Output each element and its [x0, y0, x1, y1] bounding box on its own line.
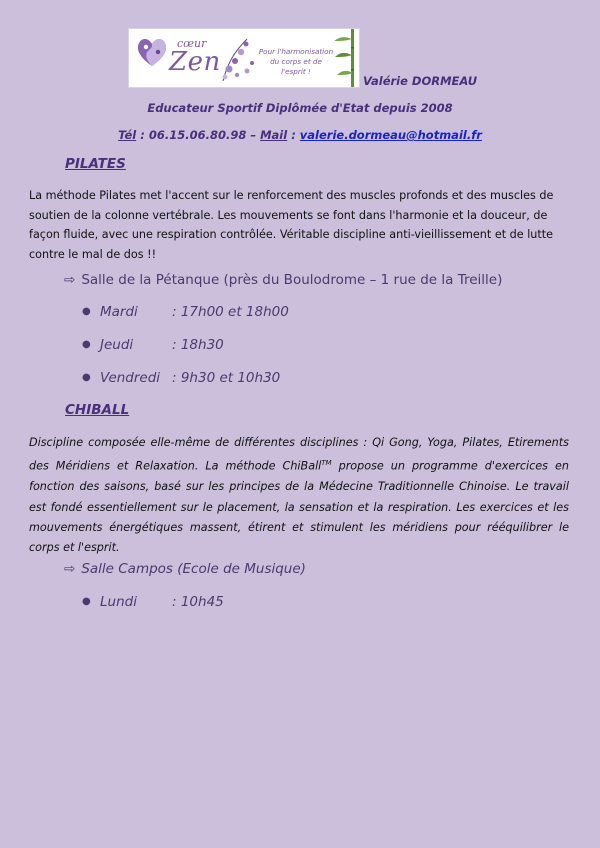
- chiball-text-2: propose un programme d'exercices en fonction des saisons, basé sur les principes de la Médecine Traditionnelle Chinoise. Le travail est fondé essentiellement sur le placement, la sensation et la respiration. Les exercices et les mouvements énergétiques massent, étirent et stimulent les méridiens pour rééquilibrer le corps et l'esprit.: [29, 460, 569, 555]
- tagline-line-1: Pour l'harmonisation: [258, 47, 334, 56]
- schedule-day: Mardi: [100, 304, 138, 320]
- tagline-line-2: du corps et de l'esprit !: [270, 57, 322, 76]
- author-title: Educateur Sportif Diplômée d'Etat depuis 2008: [147, 101, 453, 115]
- bullet-icon: ●: [82, 372, 91, 383]
- schedule-time: : 18h30: [172, 337, 224, 353]
- logo-brand-small: cœur: [177, 37, 207, 50]
- schedule-day: Jeudi: [100, 337, 134, 353]
- schedule-time: : 9h30 et 10h30: [172, 370, 281, 386]
- pilates-line-1: La méthode Pilates met l'accent sur le renforcement des muscles profonds et des muscles de: [29, 189, 554, 202]
- bullet-icon: ●: [82, 306, 91, 317]
- mail-separator: :: [287, 128, 300, 142]
- pilates-heading: PILATES: [65, 156, 126, 172]
- pilates-description: [29, 186, 569, 264]
- arrow-right-icon: ⇨: [64, 561, 76, 577]
- schedule-item: [82, 304, 289, 320]
- pilates-venue: [64, 272, 502, 288]
- schedule-item: [82, 337, 224, 353]
- mail-label: Mail: [260, 128, 288, 142]
- chiball-text-1: Discipline composée elle-même de différentes disciplines : Qi Gong, Yoga, Pilates, Etirements des Méridiens et Relaxation. La méthode ChiBall: [29, 436, 569, 474]
- schedule-time: : 10h45: [172, 594, 224, 610]
- chiball-venue: [64, 561, 306, 577]
- logo-tagline: [257, 47, 335, 77]
- coeur-zen-logo: [128, 28, 360, 88]
- schedule-item: [82, 370, 280, 386]
- email-link[interactable]: valerie.dormeau@hotmail.fr: [299, 128, 482, 142]
- orchid-flowers-icon: [217, 35, 259, 83]
- schedule-day: Vendredi: [100, 370, 161, 386]
- arrow-right-icon: ⇨: [64, 272, 76, 288]
- pilates-venue-text: Salle de la Pétanque (près du Boulodrome – 1 rue de la Treille): [81, 272, 503, 288]
- heart-yin-yang-icon: [135, 35, 169, 69]
- chiball-description: [29, 433, 569, 559]
- contact-line: [0, 128, 600, 142]
- schedule-item: [82, 594, 224, 610]
- pilates-line-2: soutien de la colonne vertébrale. Les mouvements se font dans l'harmonie et la douceur, de: [29, 208, 548, 222]
- schedule-day: Lundi: [100, 594, 137, 610]
- schedule-time: : 17h00 et 18h00: [172, 304, 289, 320]
- bullet-icon: ●: [82, 596, 91, 607]
- pilates-line-3: façon fluide, avec une respiration contrôlée. Véritable discipline anti-vieillissement et de lutte: [29, 228, 554, 241]
- phone-value: : 06.15.06.80.98 –: [136, 128, 261, 142]
- bamboo-leaves-icon: [333, 29, 359, 87]
- bullet-icon: ●: [82, 339, 91, 350]
- chiball-venue-text: Salle Campos (Ecole de Musique): [81, 561, 306, 577]
- pilates-line-4: contre le mal de dos !!: [29, 247, 157, 261]
- author-name: Valérie DORMEAU: [363, 74, 478, 88]
- chiball-heading: CHIBALL: [65, 402, 130, 418]
- trademark-mark: TM: [321, 459, 332, 468]
- phone-label: Tél: [118, 128, 137, 142]
- logo-brand-large: Zen: [169, 47, 221, 77]
